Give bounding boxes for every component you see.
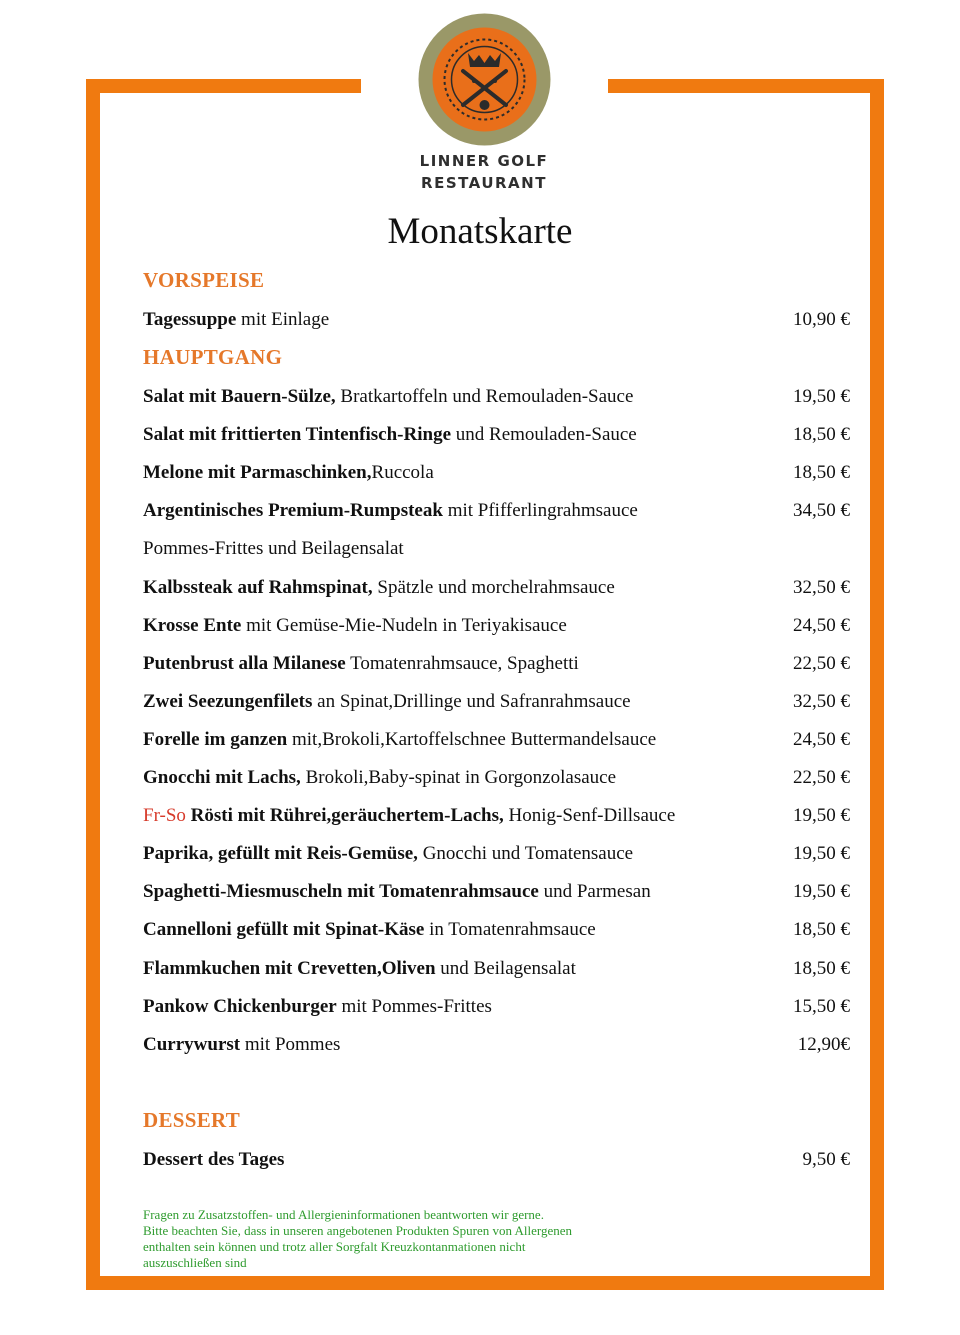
menu-item-description xyxy=(143,916,596,944)
menu-item-description xyxy=(143,764,616,792)
menu-item-price: 18,50 € xyxy=(793,957,850,979)
menu-item-description xyxy=(143,1031,340,1059)
menu-item-details: mit Pfifferlingrahmsauce xyxy=(442,500,638,522)
menu-item xyxy=(143,688,850,716)
menu-item-price: 19,50 € xyxy=(793,805,850,827)
menu-item-price: 18,50 € xyxy=(793,462,850,484)
menu-item-details: in Tomatenrahmsauce xyxy=(424,919,596,941)
menu-item-description xyxy=(143,840,633,868)
menu-item-name: Zwei Seezungenfilets xyxy=(143,690,313,712)
menu-item-price: 15,50 € xyxy=(793,995,850,1017)
menu-item-name: Rösti mit Rührei,geräuchertem-Lachs, xyxy=(190,805,504,827)
menu-item-name: Argentinisches Premium-Rumpsteak xyxy=(143,500,443,522)
menu-item-name: Paprika, gefüllt mit Reis-Gemüse, xyxy=(143,843,418,865)
menu-title: Monatskarte xyxy=(387,211,573,252)
menu-item xyxy=(143,383,850,411)
menu-item-description xyxy=(143,497,638,525)
menu-item-details: Bratkartoffeln und Remouladen-Sauce xyxy=(335,386,634,407)
menu-item-description xyxy=(143,878,651,906)
menu-item-name: Putenbrust alla Milanese xyxy=(143,652,346,674)
menu-item-price: 19,50 € xyxy=(793,843,850,865)
frame-bottom xyxy=(86,1276,884,1290)
menu-item xyxy=(143,840,850,868)
menu-item-name: Dessert des Tages xyxy=(143,1149,285,1170)
menu-item-description xyxy=(143,574,615,602)
menu-item-description xyxy=(143,993,492,1021)
menu-item-details: und Parmesan xyxy=(538,881,651,903)
menu-item-price: 24,50 € xyxy=(793,614,850,636)
menu-item-details: Spätzle und morchelrahmsauce xyxy=(372,576,615,598)
menu-item-name: Krosse Ente xyxy=(143,614,242,636)
menu-item-description xyxy=(143,306,329,334)
menu-item-details: und Beilagensalat xyxy=(435,957,576,979)
menu-item-details: Honig-Senf-Dillsauce xyxy=(503,805,676,827)
menu-item-description xyxy=(143,726,656,754)
menu-item-details: Gnocchi und Tomatensauce xyxy=(417,843,634,865)
menu-item-description xyxy=(143,650,579,678)
allergen-note xyxy=(143,1207,703,1271)
frame-top-right xyxy=(608,79,884,93)
menu-item xyxy=(143,955,850,983)
menu-item xyxy=(143,612,850,640)
menu-item-details: Ruccola xyxy=(371,462,434,484)
menu-item xyxy=(143,802,850,830)
brand-line-2: RESTAURANT xyxy=(421,174,547,192)
menu-item xyxy=(143,421,850,449)
menu-item-name: Spaghetti-Miesmuscheln mit Tomatenrahmsauce xyxy=(143,881,539,903)
menu-item-details: an Spinat,Drillinge und Safranrahmsauce xyxy=(312,690,631,712)
menu-item-description xyxy=(143,535,404,563)
brand-name xyxy=(384,150,584,194)
menu-item-name: Flammkuchen mit Crevetten,Oliven xyxy=(143,957,436,979)
menu-item xyxy=(143,764,850,792)
menu-item xyxy=(143,650,850,678)
golf-logo-icon xyxy=(418,13,551,146)
menu-item-name: Salat mit frittierten Tintenfisch-Ringe xyxy=(143,424,452,446)
menu-item-price: 19,50 € xyxy=(793,881,850,903)
menu-item-day-tag: Fr-So xyxy=(143,805,191,827)
menu-item xyxy=(143,878,850,906)
menu-item-price: 19,50 € xyxy=(793,386,850,407)
section-dessert: DESSERT xyxy=(143,1108,241,1132)
menu-item-price: 34,50 € xyxy=(793,500,850,522)
section-vorspeise: VORSPEISE xyxy=(143,268,265,292)
allergen-note-line-4: auszuschließen sind xyxy=(143,1255,247,1270)
menu-item xyxy=(143,916,850,944)
menu-item xyxy=(143,459,850,487)
menu-item-name: Currywurst xyxy=(143,1033,241,1055)
menu-item-name: Cannelloni gefüllt mit Spinat-Käse xyxy=(143,919,425,941)
menu-item-details: Pommes-Frittes und Beilagensalat xyxy=(143,538,404,560)
section-hauptgang: HAUPTGANG xyxy=(143,345,283,369)
menu-item-price: 24,50 € xyxy=(793,728,850,750)
menu-item xyxy=(143,993,850,1021)
menu-item xyxy=(143,726,850,754)
menu-item-name: Melone mit Parmaschinken, xyxy=(143,462,372,484)
frame-left xyxy=(86,79,100,1290)
menu-item-name: Pankow Chickenburger xyxy=(143,995,337,1017)
menu-item-price: 22,50 € xyxy=(793,652,850,674)
menu-item xyxy=(143,574,850,602)
menu-item-description xyxy=(143,1146,284,1174)
menu-item-details: mit,Brokoli,Kartoffelschnee Buttermandelsauce xyxy=(287,728,657,750)
menu-item-price: 9,50 € xyxy=(802,1149,850,1170)
menu-item-price: 18,50 € xyxy=(793,424,850,446)
frame-right xyxy=(870,79,884,1290)
menu-item-name: Forelle im ganzen xyxy=(143,728,288,750)
brand-line-1: LINNER GOLF xyxy=(419,152,549,170)
menu-item-description xyxy=(143,612,567,640)
menu-item-name: Gnocchi mit Lachs, xyxy=(143,767,301,788)
menu-item-price: 18,50 € xyxy=(793,919,850,941)
menu-item-details: mit Pommes-Frittes xyxy=(336,995,492,1017)
menu-item-name: Salat mit Bauern-Sülze, xyxy=(143,386,336,407)
menu-item-details: mit Pommes xyxy=(240,1033,341,1055)
menu-item-description xyxy=(143,955,576,983)
menu-item-description xyxy=(143,383,633,411)
menu-item-description xyxy=(143,802,675,830)
menu-item xyxy=(143,1031,850,1059)
menu-item-description xyxy=(143,421,637,449)
menu-item-description xyxy=(143,688,631,716)
menu-item-price: 32,50 € xyxy=(793,576,850,598)
menu-item-price: 32,50 € xyxy=(793,690,850,712)
menu-item-details: Brokoli,Baby-spinat in Gorgonzolasauce xyxy=(300,767,617,788)
allergen-note-line-3: enthalten sein können und trotz aller Sorgfalt Kreuzkontanmationen nicht xyxy=(143,1239,526,1254)
menu-item-details: mit Gemüse-Mie-Nudeln in Teriyakisauce xyxy=(241,614,567,636)
menu-item xyxy=(143,1146,850,1174)
menu-item xyxy=(143,497,850,525)
allergen-note-line-1: Fragen zu Zusatzstoffen- und Allergieninformationen beantworten wir gerne. xyxy=(143,1207,544,1222)
menu-item-price: 10,90 € xyxy=(793,309,850,330)
menu-item xyxy=(143,535,850,563)
menu-item-price: 12,90€ xyxy=(797,1033,850,1055)
menu-item-name: Kalbssteak auf Rahmspinat, xyxy=(143,576,373,598)
frame-top-left xyxy=(86,79,361,93)
allergen-note-line-2: Bitte beachten Sie, dass in unseren angebotenen Produkten Spuren von Allergenen xyxy=(143,1223,573,1238)
menu-item-description xyxy=(143,459,434,487)
menu-item-details: Tomatenrahmsauce, Spaghetti xyxy=(345,652,579,674)
menu-item-name: Tagessuppe xyxy=(143,309,237,330)
menu-item-price: 22,50 € xyxy=(793,767,850,788)
menu-item xyxy=(143,306,850,334)
menu-item-details: mit Einlage xyxy=(236,309,330,330)
menu-item-details: und Remouladen-Sauce xyxy=(451,424,637,446)
